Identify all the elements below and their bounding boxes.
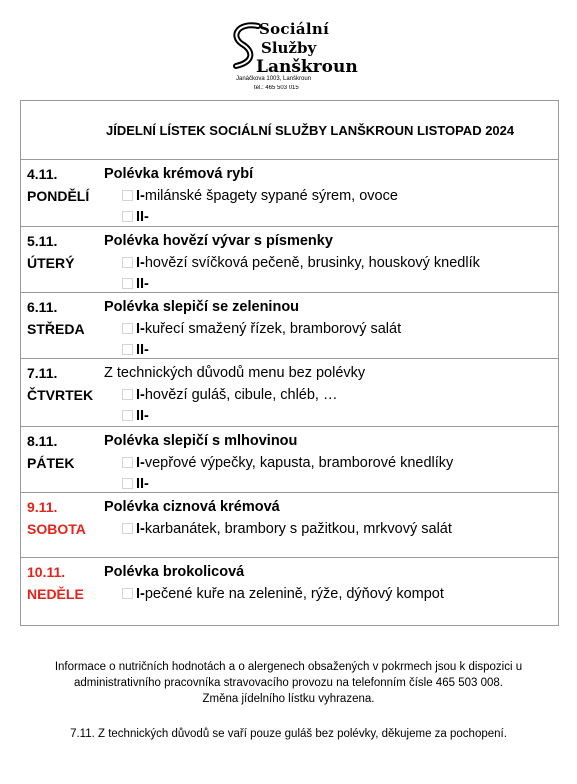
soup-notice: Z technických důvodů menu bez polévky — [104, 365, 366, 381]
dish-text: pečené kuře na zelenině, rýže, dýňový kompot — [144, 586, 444, 602]
menu-day-row — [21, 359, 558, 427]
dish-number: I- — [136, 455, 145, 471]
menu-title-row — [21, 101, 558, 160]
day-name: NEDĚLE — [27, 586, 84, 602]
menu-day-row — [21, 293, 558, 359]
dish-number: II- — [136, 342, 149, 358]
menu-day-row — [21, 493, 558, 558]
dish-option-1 — [122, 387, 338, 403]
dish-option-1 — [122, 521, 452, 537]
organization-logo — [228, 18, 358, 94]
dish-number: I- — [136, 586, 145, 602]
dish-option-1 — [122, 586, 444, 602]
dish-number: II- — [136, 476, 149, 492]
soup: Polévka ciznová krémová — [104, 499, 280, 515]
logo-line-1: Sociální — [259, 20, 330, 38]
dish-number: I- — [136, 387, 145, 403]
soup: Polévka slepičí s mlhovinou — [104, 433, 298, 449]
footer-info-line-2: administrativního pracovníka stravovacího provozu na telefonním čísle 465 503 008. — [74, 677, 503, 689]
soup: Polévka krémová rybí — [104, 166, 254, 182]
menu-day-row — [21, 227, 558, 293]
logo-line-3: Lanškroun — [256, 57, 358, 77]
day-name: ČTVRTEK — [27, 387, 94, 403]
soup: Polévka hovězí vývar s písmenky — [104, 233, 333, 249]
dish-option-1 — [122, 321, 401, 337]
checkbox-icon[interactable] — [122, 323, 133, 334]
checkbox-icon[interactable] — [122, 190, 133, 201]
day-date: 4.11. — [27, 166, 58, 182]
dish-option-1 — [122, 455, 453, 471]
footer-disclaimer: Změna jídelního lístku vyhrazena. — [202, 693, 375, 705]
dish-option-2 — [122, 209, 149, 225]
day-name: SOBOTA — [27, 521, 86, 537]
day-date: 6.11. — [27, 299, 58, 315]
day-date: 8.11. — [27, 433, 58, 449]
menu-day-row — [21, 427, 558, 493]
checkbox-icon[interactable] — [122, 389, 133, 400]
dish-text: hovězí svíčková pečeně, brusinky, houskový knedlík — [144, 255, 480, 271]
soup: Polévka brokolicová — [104, 564, 245, 580]
checkbox-icon[interactable] — [122, 457, 133, 468]
checkbox-icon[interactable] — [122, 523, 133, 534]
logo-phone: tel.: 465 503 015 — [254, 85, 299, 90]
dish-option-1 — [122, 255, 480, 271]
day-name: ÚTERÝ — [27, 255, 75, 271]
dish-text: milánské špagety sypané sýrem, ovoce — [144, 188, 398, 204]
dish-number: I- — [136, 255, 145, 271]
day-date: 9.11. — [27, 499, 58, 515]
soup: Polévka slepičí se zeleninou — [104, 299, 300, 315]
logo-line-2: Služby — [261, 39, 317, 57]
day-date: 5.11. — [27, 233, 58, 249]
checkbox-icon[interactable] — [122, 211, 133, 222]
checkbox-icon[interactable] — [122, 588, 133, 599]
dish-option-2 — [122, 342, 149, 358]
dish-number: I- — [136, 521, 145, 537]
footer-note: 7.11. Z technických důvodů se vaří pouze guláš bez polévky, děkujeme za pochopení. — [70, 728, 507, 740]
dish-option-2 — [122, 476, 149, 492]
day-name: STŘEDA — [27, 321, 85, 337]
footer-info-line-1: Informace o nutričních hodnotách a o alergenech obsažených v pokrmech jsou k dispozici u — [54, 661, 523, 673]
dish-text: hovězí guláš, cibule, chléb, … — [144, 387, 338, 403]
dish-number: I- — [136, 188, 145, 204]
day-date: 7.11. — [27, 365, 58, 381]
day-date: 10.11. — [27, 564, 66, 580]
dish-number: I- — [136, 321, 145, 337]
checkbox-icon[interactable] — [122, 410, 133, 421]
checkbox-icon[interactable] — [122, 278, 133, 289]
menu-day-row — [21, 160, 558, 227]
dish-text: kuřecí smažený řízek, bramborový salát — [144, 321, 402, 337]
menu-title: JÍDELNÍ LÍSTEK SOCIÁLNÍ SLUŽBY LANŠKROUN LISTOPAD 2024 — [106, 123, 515, 138]
day-name: PÁTEK — [27, 455, 75, 471]
logo-address: Janáčkova 1003, Lanškroun — [236, 76, 312, 82]
dish-option-2 — [122, 408, 149, 424]
checkbox-icon[interactable] — [122, 344, 133, 355]
checkbox-icon[interactable] — [122, 257, 133, 268]
menu-day-row — [21, 558, 558, 627]
dish-option-2 — [122, 276, 149, 292]
dish-number: II- — [136, 408, 149, 424]
checkbox-icon[interactable] — [122, 478, 133, 489]
dish-option-1 — [122, 188, 398, 204]
dish-text: karbanátek, brambory s pažitkou, mrkvový salát — [144, 521, 452, 537]
dish-number: II- — [136, 209, 149, 225]
dish-text: vepřové výpečky, kapusta, bramborové knedlíky — [144, 455, 454, 471]
menu-table — [20, 100, 559, 626]
dish-number: II- — [136, 276, 149, 292]
day-name: PONDĚLÍ — [27, 188, 90, 204]
